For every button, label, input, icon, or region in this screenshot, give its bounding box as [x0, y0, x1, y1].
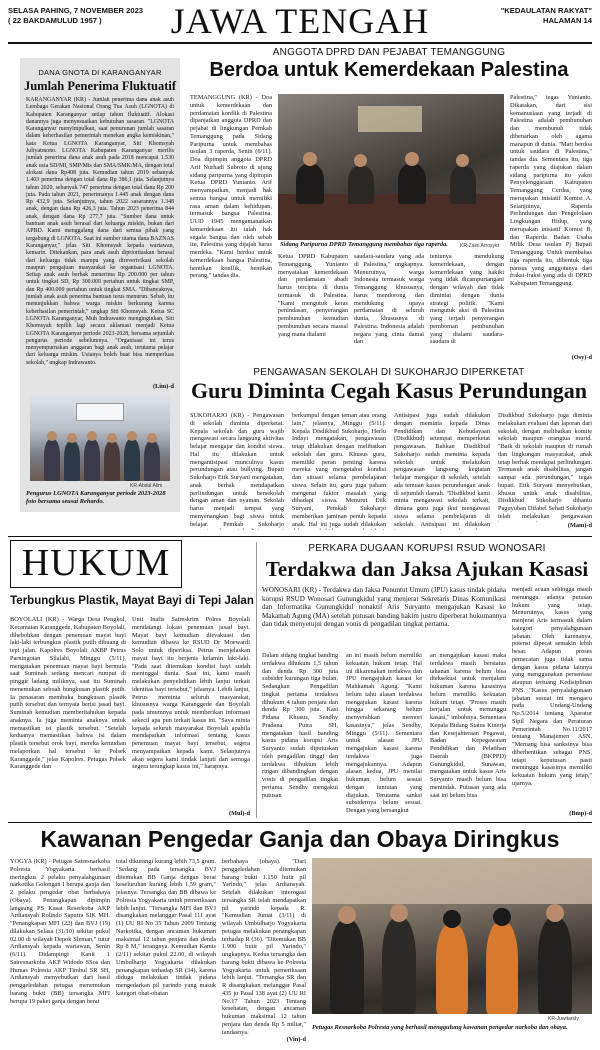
- korupsi-signoff: (Bmp)-d: [569, 810, 592, 817]
- lead-caption: Sidang Paripurna DPRD Temanggung membahas tiga raperda.: [280, 241, 448, 248]
- lead-headline: Berdoa untuk Kemerdekaan Palestina: [209, 59, 569, 81]
- hukum-headline: Terbungkus Plastik, Mayat Bayi di Tepi Jalan: [10, 595, 254, 607]
- sidebar-kicker: DANA GNOTA DI KARANGANYAR: [38, 68, 162, 77]
- ganja-signoff: (Vin)-d: [286, 1036, 306, 1043]
- ganja-photo-credit: KR-Juwitaridy: [548, 1016, 579, 1022]
- header-rule: [8, 42, 592, 44]
- header-date: SELASA PAHING, 7 NOVEMBER 2023: [8, 6, 144, 15]
- sidebar-photo: [30, 395, 170, 481]
- hukum-signoff: (Mul)-d: [229, 810, 250, 817]
- second-col3: Antisipasi juga sudah dilakukan dengan meminta kepada Dinas Pendidikan dan Kebudayaan (Disdikbud) setempat memperketat pengawasan. Bahkan Disdikbud Sukoharjo sudah meminta kepada sekolah untuk melakukan pengawasan langsung kegiatan belajar mengajar di sekolah, setelah ada temuan kasus perundungan anak di sejumlah daerah. "Disdikbud kami minta mengawasi sekolah terkait, dimana guru juga ikut mengawasi siswa selama pembelajaran di sekolah. Antisipasi ini dilakukan: [394, 412, 490, 528]
- second-headline: Guru Diminta Cegah Kasus Perundungan: [190, 378, 588, 403]
- lead-photo-credit: KR-Zaini Arrosyid: [460, 243, 499, 249]
- mid-rule: [8, 536, 592, 537]
- column-divider: [256, 542, 257, 818]
- lead-col2: Ketua DPRD Kabupaten Temanggung, Yunianto menyatakan kemerdekaan dan perdamaian abadi harus tercipta di dunia termasuk di Palestina. "Kami mengutuk keras penindasan, penyerangan pembunuhan kemudian pembunuhan secara massal yang mana dialami: [278, 253, 348, 338]
- hukum-col1: BOYOLALI (KR) - Warga Desa Pengkol, Kecamatan Karanggede, Kabupaten Boyolali, dihebohkan dengan penemuan mayat bayi laki-laki terbungkus plastik putih dibuang di tepi jalan. Kapolres Boyolali AKBP Petrus Parningotan Silalahi, Minggu (5/11), mengatakan penemuan mayat bayi bermula saat Suminah sedang mencari rumput di pinggir ladang miliknya, saat itu Suminah menemukan sebuah bungkusan plastik putih. Ia penasaran membuka bungkusan plastik putih tersebut dan ternyata berisi jasad bayi. Suminah kemudian memberitahukan kepada anaknya. Ia juga meminta anaknya untuk memastikan isi plastik tersebut. "Setelah keduanya memastikan bahwa isi dalam plastik tersebut orok bayi, mereka kemudian melaporkan hal tersebut ke Polsek Karanggede," jelas Kapolres. Petugas Polsek Karanggede dan: [10, 616, 126, 771]
- lead-photo: [278, 94, 504, 240]
- lead-col1: TEMANGGUNG (KR) - Doa untuk kemerdekaan dan perdamaian konflik di Palestina dipanjatkan anggota DPRD dan pejabat di lingkungan Pemkab Temanggung pada Sidang Paripurna untuk membahas usulan 3 raperda, Senin (6/11). Doa dipimpin anggota DPRD Arif Nurhadi Subroto di ujung sidang paripurna yang dipimpin Ketua DPRD Yunianto. Arif menyampaikan, menjadi hak semua bangsa untuk memiliki rasa aman dalam kehidupan, termasuk bangsa Palestina. UUD 1945 mengamanatkan kemerdekaan itu ialah hak segala bangsa dan oleh sebab itu, Palestina yang dijajah harus merdeka. "Kami berdoa untuk kemerdekaan bangsa Palestina, hentikan konflik, hentikan perang," tandas dia.: [190, 94, 272, 280]
- ganja-headline: Kawanan Pengedar Ganja dan Obaya Diringkus: [40, 826, 560, 852]
- sidebar-headline: Jumlah Penerima Fluktuatif: [23, 79, 177, 93]
- korupsi-kicker: PERKARA DUGAAN KORUPSI RSUD WONOSARI: [308, 543, 546, 554]
- second-kicker: PENGAWASAN SEKOLAH DI SUKOHARJO DIPERKETAT: [253, 367, 525, 378]
- lead-signoff: (Osy)-d: [571, 354, 592, 361]
- hukum-col2: Unit Inafis Satreskrim Polres Boyolali mendatangi lokasi penemuan jasad bayi. Mayat bayi kemudian dievakuasi dan kemudian dibawa ke RSUD Dr Moewardi Solo untuk diperiksa. Petrus menjelaskan mayat bayi itu berjenis kelamin laki-laki. "Pada saat ditemukan kondisi bayi sudah meninggal dunia. Saat ini, kami masih melakukan penyelidikan lebih lanjut terkait identitas bayi tersebut," jelasnya. Lebih lanjut, Petrus meminta seluruh masyarakat, khususnya warga Karanggede dan Boyolali pada umumnya untuk memberikan informasi sekecil apa pun terkait kasus ini. "Saya minta kepada seluruh masyarakat Boyolali apabila mendapatkan informasi tentang kasus penemuan mayat bayi tersebut, segera menyampaikan kepada kami. Selanjutnya akan segera kami tindak lanjuti dan semoga segera terungkap kasus ini," harapnya.: [132, 616, 250, 771]
- ganja-photo: [312, 858, 592, 1014]
- lead-kicker: ANGGOTA DPRD DAN PEJABAT TEMANGGUNG: [272, 47, 506, 58]
- second-col2: berkumpul dengan teman atau orang lain," jelasnya, Minggu (5/11). Kepala Disdikbud Sukoharjo, Herlu Indayi mengatakan, pengawasan tetap dilakukan dengan melibatkan sekolah dan guru. Khusus guru, memiliki peran penting karena mereka yang mengetahui kondisi dan situasi selama pembelajaran siswa. Selain itu, guru juga paham mengenai faktor masalah yang dihadapi siswa. Menurut Etik Suryani, Pemkab Sukoharjo memberikan jaminan penuh kepada anak. Hal ini juga sudah dilakukan: [292, 412, 386, 528]
- second-col4: Disdikbud Sukoharjo juga diminta melakukan evaluasi dan laporan dari sekolah, dengan melibatkan komite sekolah maupun orangtua murid. "Baik di sekolah maupun di rumah dan lingkungan masyarakat, anak tetap berhak mendapat perlindungan. Termasuk anak disabilitas, jangan sampai ada perundungan," tegas bupati. Etik Suryani menyebutkan, khusus untuk anak disabilitas, Disdikbud Sukoharjo dibantu Paguyuban Difabel Sehati Sukoharjo telah melakukan pengawasan: [498, 412, 592, 520]
- header-page: HALAMAN 14: [543, 16, 592, 25]
- sidebar-photo-credit: KR-Abdul Alim: [130, 483, 163, 489]
- hukum-section-label: HUKUM: [10, 540, 182, 588]
- korupsi-col4: menjadi acuan sehingga masih menunggu adanya putusan hukum yang tetap. Menurutnya, kasus yang menjerat Aris termasuk dalam kategori penyalahgunaan jabatan. Oleh karenanya, potensi dipecat semakin lebih besar. Adapun proses pemecatan juga tidak sama dengan kasus pidana lainnya yang menggunakan persentase ataupun tertuang Kedisiplinan PNS. "Kasus penyalahgunaan jabatan sesuai ini mengacu pada Undang-Undang No.5/2014 tentang Aparatur Sipil Negara dan Peraturan Pemerintah No.11/2017 tentang Manajemen ASN. "Memang bisa sanksinya bisa diberhentikan sebagai PNS, tetapi keputusan pasti menunggu kasasinya memiliki kekuatan hukum yang tetap," ujarnya.: [512, 586, 592, 787]
- lead-col3: saudara-saudara yang ada di Palestina," ungkapnya. Menurutnya, warga Indonesia termasuk warga Temanggung khususnya, harus mendorong dan mendukung upaya perdamaian di seluruh dunia, khususnya di Palestina. Indonesia adalah negara yang cinta damai dan: [354, 253, 424, 346]
- ganja-caption: Petugas Resnarkoba Polresta yang berhasil menggulung kawanan pengedar narkoba dan obaya.: [312, 1024, 568, 1031]
- korupsi-col2: an ini masih belum memiliki kekuatan hukum tetap. Hal ini dikarenakan terdakwa dan JPU mengajukan kasasi ke Mahkamah Agung. "Kami belum tahu alasan terdakwa mengajukan kasasi karena hingga sekarang belum menyerahkan memori kasasinya," jelas Sendhy, Minggu (5/11). Sementara untuk alasan JPU mengajukan kasasi karena terdakwa juga mengajukannya. Adapun alasan kedua, JPU menilai hukuman belum sesuai dengan tuntutan yang diajukan. Terutama sanksi subsidernya belum sesuai. Dengan yang bersangkut: [346, 652, 422, 814]
- korupsi-col1: Dalam sidang tingkat banding terdakwa dihukum 1,5 tahun dan denda Rp 300 juta subsider kurungan tiga bulan. Sedangkan Pengadilan tingkat pertama terdakwa dihukum 4 tahun penjara dan denda Rp 300 juta. Kasi Pidana Khusus, Sendhy Pradana Putra SH, mengatakan hasil banding kasus pidana korupsi Aris Suryanto sudah diputuskan oleh pengadilan tinggi dan terdakwa dihukum lebih ringan dibandingkan dengan vonis di pengadilan tingkat pertama. Sendhy mengakui putusan: [262, 652, 338, 799]
- ganja-col3: berbahaya (obaya). "Dari penggeledahan ditemukan barang bukti 1.150 butir pil Yarindo," jelas Ardiansyah. Setelah dilakukan interogasi tersangka SR telah mendapatkan pil yarindo kepada R. "Kemudian Jumat (3/11) di wilayah Umbulharjo Yogyakarta petugas melakukan penangkapan terhadap R (36). "Ditemukan BB 1.900 butir pil Yarindo," ungkapnya. Kedua tersangka dan barang bukti dibawa ke Polresta Yogyakarta untuk pemeriksaan lebih lanjut. "Tersangka SR dan R disangkakan melanggar Pasal 435 jo Pasal 138 ayat (2) UU RI No.17 Tahun 2023 Tentang kesehatan, dengan ancaman hukuman maksimal 12 tahun penjara dan denda Rp 5 miliar," tandasnya.: [222, 858, 306, 1036]
- korupsi-headline: Terdakwa dan Jaksa Ajukan Kasasi: [265, 557, 589, 581]
- ganja-col2: total dikurangi kurang lebih 73,5 gram. "Sedang pada tersangka BVJ ditemukan BB Ganja dengan berat keseluruhan kurang lebih 1,59 gram," jelasnya. Tersangka dan BB dibawa ke Polresta Yogyakarta untuk pemeriksaan lebih lanjut. "Tersangka MFI dan BVJ disangkakan melanggar Pasal 111 ayat (1) UU RI No 35 Tahun 2009 Tentang Narkotika, dengan ancaman hukuman maksimal 12 tahun penjara dan denda Rp 8 M," terangnya. Kemudian Kamis (2/11) sekitar pukul 22.00, di wilayah Umbulharjo Yogyakarta dilakukan penangkapan terhadap SR (34), karena diduga melakukan tindak pidana mengedarkan pil yarindo yang masuk kategori obat-obatan: [116, 858, 216, 997]
- sidebar-signoff: (Lim)-d: [153, 383, 174, 390]
- ganja-col1: YOGYA (KR) - Petugas Satresnarkoba Polresta Yogyakarta berhasil meringkus 2 pelaku penyalahgunaan narkotika Golongan I berupa ganja dan 2 pelaku pengedar obat berbahaya (Obaya). Penangkapan dipimpin langsung PS Kasat Reserkoba AKP Ardiansyah Rolindo Saputra SIK MH. "Penangkapan MFI (22) dan BVJ (19) dilakukan Selasa (31/10) sekitar pukul 02.00 di wilayah Depok Sleman," tutur Ardiansyah kepada wartawan, Senin (6/11). Didampingi Kanit 1 Satresnarkoba AKP Widodo SSos dan Humas Polresta AKP Timbul SR SH, Ardiansyah menyebutkan dari hasil penggeledahan petugas menemukan barang bukti (BB) tersangka MFI berupa 19 paket ganja dengan berat: [10, 858, 110, 1005]
- sidebar-caption: Pengurus LGNOTA Karanganyar periode 2023-2028 foto bersama seusai Rehardo.: [26, 490, 166, 505]
- second-col1: SUKOHARJO (KR) - Pengawasan di sekolah diminta diperketat. Kepala sekolah dan guru wajib mengawasi secara langsung aktivitas belajar mengajar dan kondisi siswa. Hal itu dilakukan untuk mengantisipasi munculnya kasus perundungan atau bullying. Bupati Sukoharjo Etik Suryani mengatakan, anak berhak mendapatkan perlindungan untuk bersekolah dengan aman dan nyaman. Sekolah harus menjadi tempat yang menyenangkan bagi siswa untuk belajar. Pemkab Sukoharjo: [190, 412, 284, 528]
- second-signoff: (Mam)-d: [567, 522, 592, 529]
- korupsi-lede: WONOSARI (KR) - Terdakwa dan Jaksa Penuntut Umum (JPU) kasus tindak pidana korupsi RSUD Wonosari Gunungkidul yang menjerat Sekretaris Dinas Komunikasi dan Informatika Gunungkidul nonaktif Aris Suryanto mengajukan Kasasi ke Makamah Agung (MA) setelah putusan banding hakim justru diperberat hukumannya dan tidak menyetujui dengan vonis di pengadilan tingkat pertama.: [262, 586, 506, 629]
- korupsi-col3: an mengajukan kasasi maka terdakwa masih berstatus tahanan karena belum bisa dieksekusi untuk menjalani hukuman karena kasasinya belum memiliki kekuatan hukum tetap. "Proses masih berjalan untuk menunggu kasasi," imbuhnya. Sementara Kepala Bidang Status Kinerja dan Kesejahteraan Pegawai, Badan Kepegawaian Pendidikan dan Pelatihan Daerah (BKPPD) Gunungkidul, Sunawan, mengatakan untuk kasus Aris Suryanto masih belum bisa menindak. Putusan yang ada saat ini belum bisa: [430, 652, 506, 799]
- sidebar-body: KARANGANYAR (KR) - Jumlah penerima dana anak asuh Lembaga Gerakan Nasional Orang Tua Asuh (LGNOTA) di Kabupaten Karanganyar setiap tahun fluktuatif. Alokasi danannya juga menyesuaikan kebutuhan sasaran. "LGNOTA Karanganyar menyimpulkan, saat penurunan jumlah sasaran dalam keberhasilan pemerintah menekan angka kemiskinan," kata Ketua LGNOTA Karanganyar, Siti Khomsyah Juliyatmono. LGNOTA Kabupaten Karanganyar merilis jumlah penerima dana anak asuh pada 2018 mencapai 1.530 anak usia SD/MI, SMP/Mts dan SMA/SMK/MA, dengan total alokasi dana Rp408 juta. Kemudian tahun 2019 sebanyak 1.403 penerima dengan total dana Rp 386,1 juta. Selanjutnya tahun 2020, sebanyak 747 penerima dengan total dana Rp 200 juta. Pada tahun 2021, penerimanya 1.445 anak dengan dana Rp 432,9 juta. Selanjutnya, tahun 2022 sasarannya 1.348 anak, dengan dana Rp 426,3 juta. Tahun 2023 penerima 844 anak, dengan dana Rp 277,7 juta. "Sumber dana untuk bantuan anak asuh berasal dari keluarga miskin, bukan dari APBD. Kami menggalang dana dari semua pihak yang tergabung di LGNOTA. Saat ini sumber utama dana BAZNAS Karanganyar," jelas Siti Khomsyah kepada wartawan, kemarin. Ditekankan, para anak asuh diprioritaskan berasal dari keluarga tidak mampu yang direverivikasi sekolah maupun pengajuan masyarakat ke organisasi LGNOTA. Setiap anak asuh berhak menerima Rp 200.000 per tahun untuk tingkat SD, Rp 300.000 pertahun untuk tingkat SMP, dan Rp 400.000 pertahun untuk tingkat SMA. "Dibanyaknya, jumlah anak asuh penerima bantuan terus menurun. Sebab, itu menunjukkan bahwa warga miskin berkurang karena keberhasilan pemerintah," ungkap Siti Khomsyah. Ketua SC LGNOTA Karanganyar, Muh Indrawanto menginginkan, Siti Khomsyah tepilih lagi secara aklamasi menjadi Ketua LGNOTA Karanganyar periode 2023-2028, bersama sejumlah pengurus periode sebelumnya. "Organisasi ini terus menyempurnakan anggaran bagi anak asuh, terutama pelajar dari keluarga miskin. Usianya boleh buat bisa memperluas sekolah," ungkap Indrawanto.: [26, 97, 174, 366]
- lower-rule: [8, 822, 592, 823]
- header-tagline: "KEDAULATAN RAKYAT": [500, 6, 592, 15]
- header-right-block: [501, 6, 592, 26]
- header-edition: ( 22 BAKDAMULUD 1957 ): [8, 16, 102, 25]
- masthead: JAWA TENGAH: [170, 1, 430, 41]
- lead-col5: Palestina," tegas Yunianto. Dikatakan, dari sisi kemanusiaan yang terjadi di Palestina adalah pembunuhan dan membunuh tidak dibenarkan oleh agama manapun di dunia. "Mari berdoa untuk saudara di Palestina," tandas dia. Sementara itu, tiga raperda yang diajukan dalam sidang paripurna itu yakni Penyelenggaraan Kabupaten Temanggung Cerdas, yang merupakan inisiatif Komisi A. Selanjutnya, Raperda Perlindungan dan Pengelolaan Lingkungan Hidup, yang merupakan inisiatif Komisi B, dan Raperda Badan Usaha Milik Desa usulan Pj Bupati Temanggung. Untuk membahas tiga raperda itu, dibentuk tiga pansus yang anggotanya dari fraksi-fraksi yang ada di DPRD Kabupaten Temanggung.: [510, 94, 592, 287]
- lead-col4: tentunya mendukung kemerdekaan, dengan kemerdekaan yang hakiki yang tidak dicampurtangani dengan wilayah dan tidak dimintai dengan dunia strategi politik. "Kami mengutuk aksi di Palestina yang terjadi penyerangan pemboman pembunuhan yang dialami saudara-saudara di: [430, 253, 504, 346]
